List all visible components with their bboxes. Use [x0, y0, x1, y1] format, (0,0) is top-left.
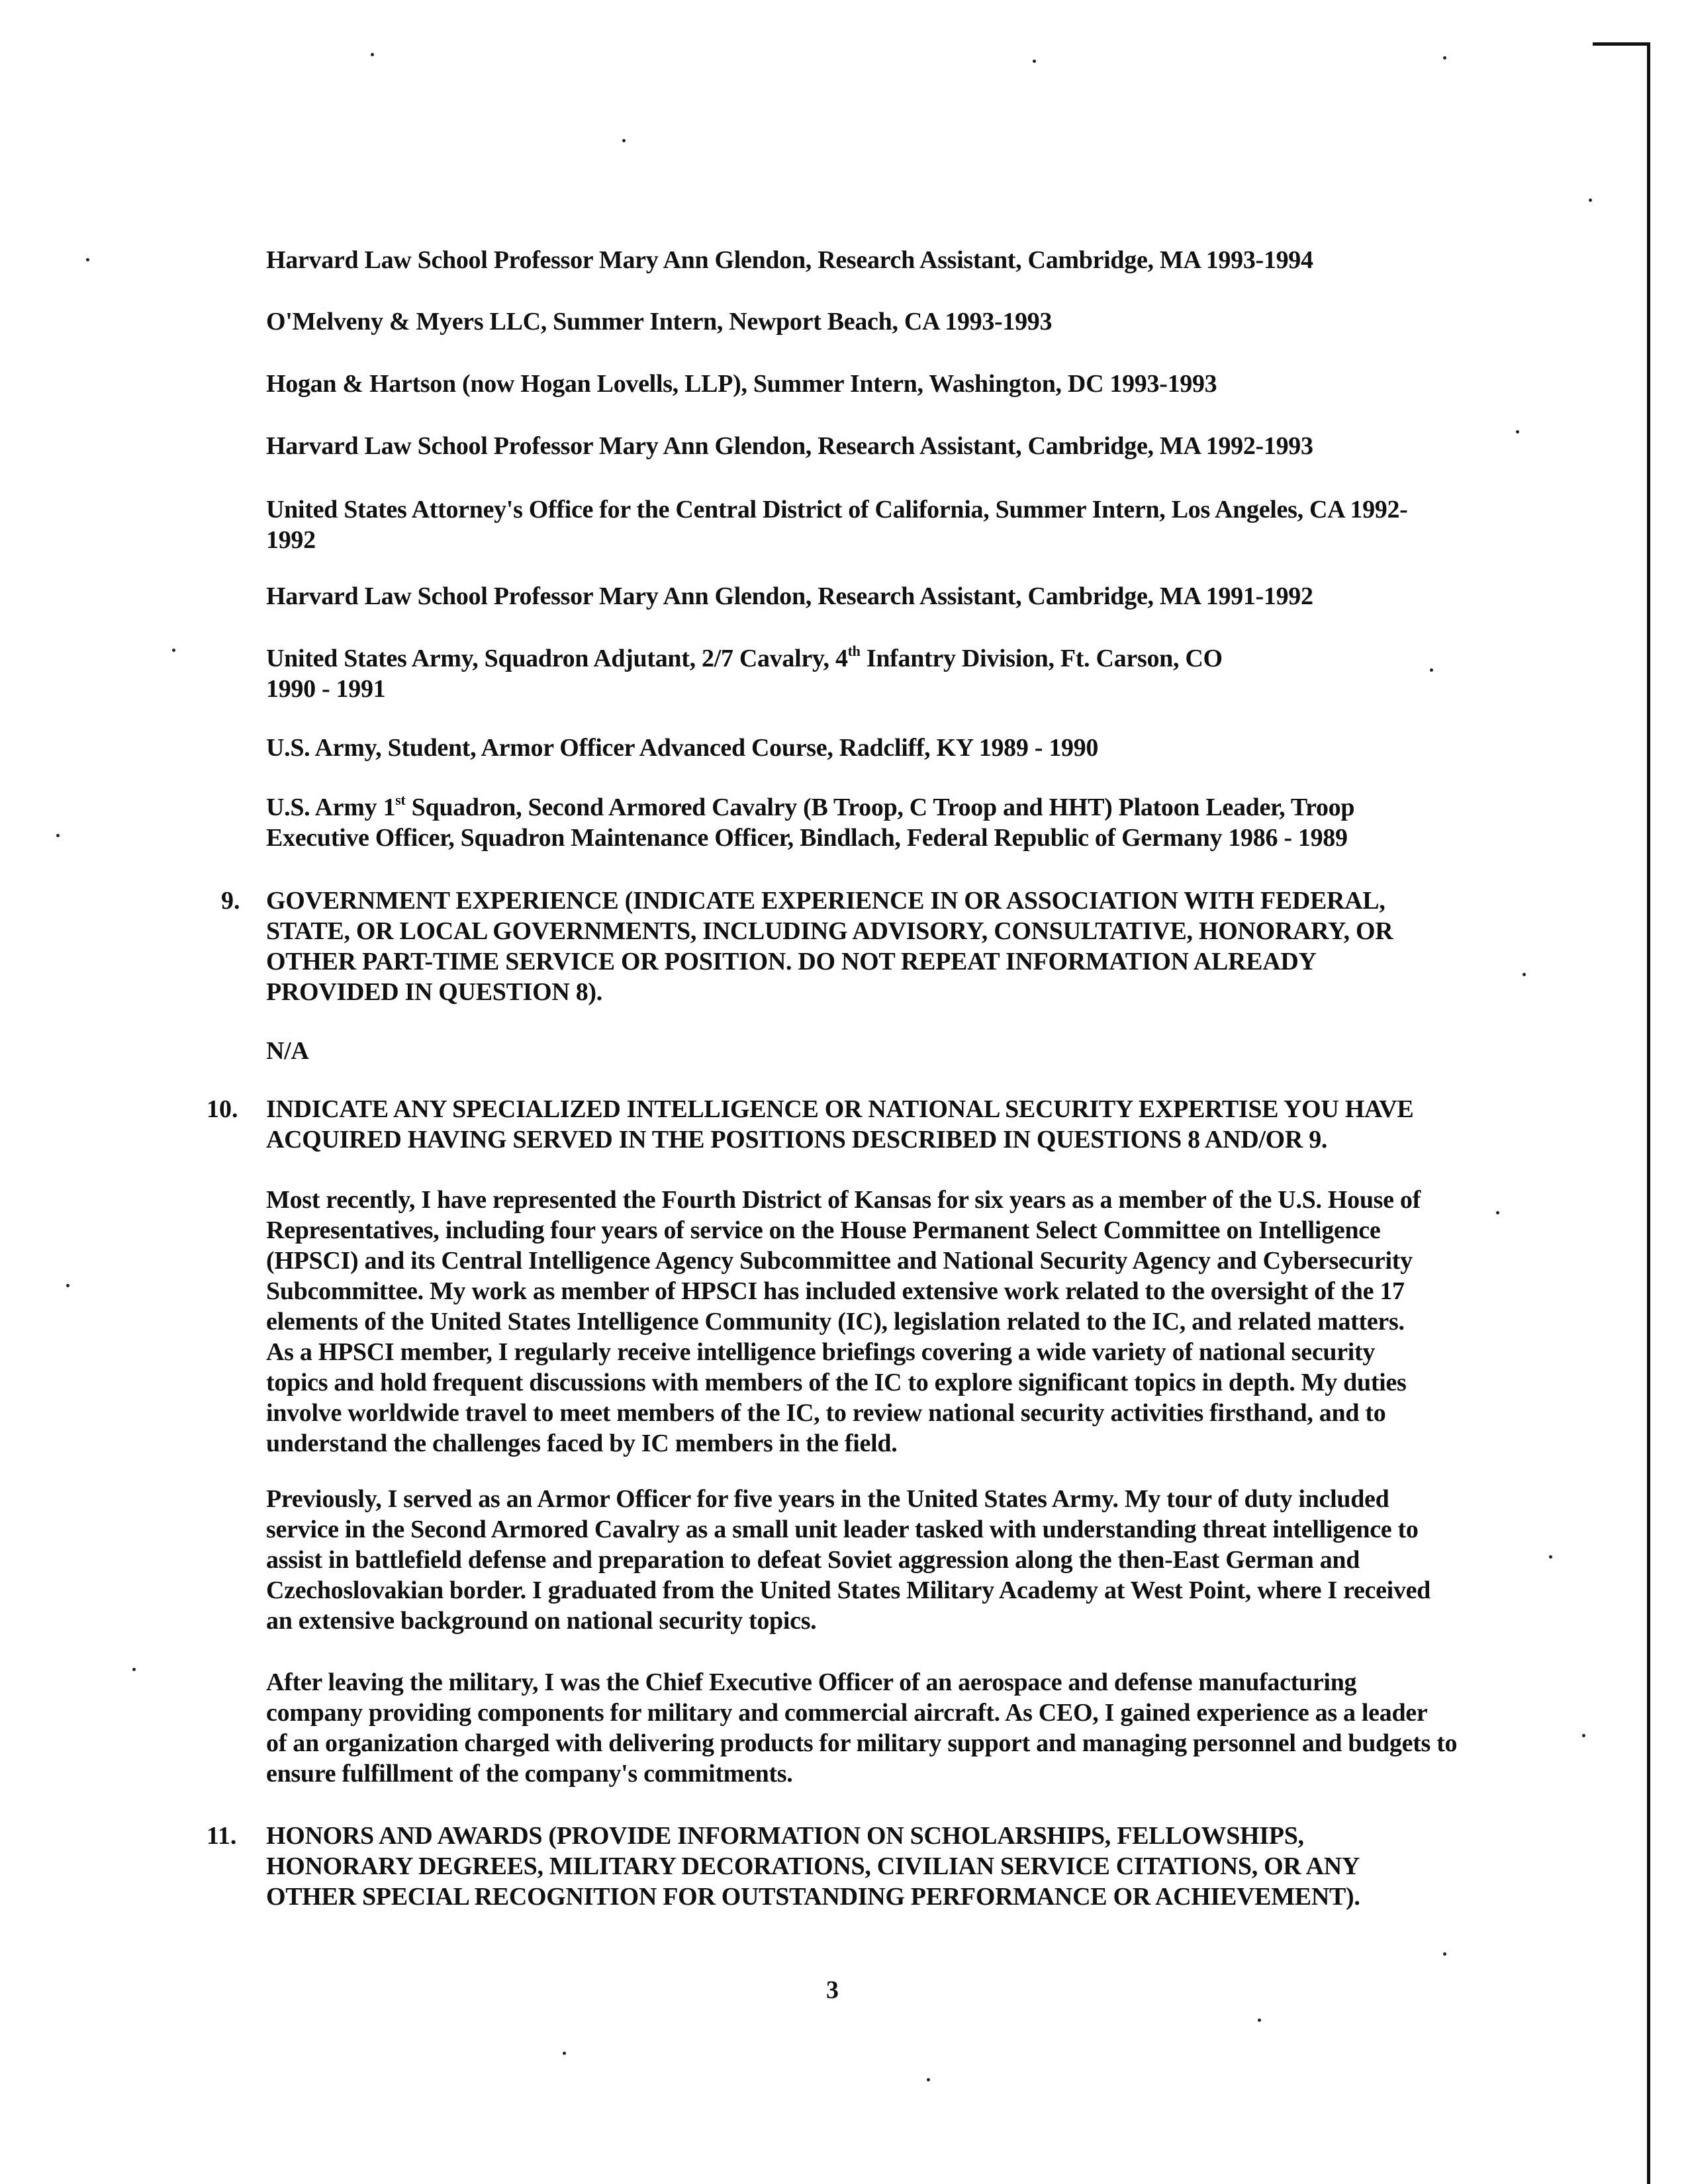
employment-entry — [266, 306, 1052, 337]
employment-entry — [266, 494, 1408, 555]
text-line: assist in battlefield defense and preparation to defeat Soviet aggression along the then-East German and — [266, 1546, 1360, 1574]
text-line: United States Attorney's Office for the Central District of California, Summer Intern, Los Angeles, CA 1992- — [266, 496, 1408, 523]
employment-entry — [266, 245, 1313, 275]
scan-speck — [172, 649, 175, 652]
scan-speck — [1443, 56, 1446, 60]
scan-speck — [1443, 1952, 1446, 1956]
scan-speck — [1523, 973, 1526, 976]
question-number: 10. — [207, 1095, 238, 1123]
text-line: Representatives, including four years of service on the House Permanent Select Committee on Intelligence — [266, 1216, 1381, 1244]
scan-speck — [1582, 1734, 1585, 1737]
text-line: (HPSCI) and its Central Intelligence Agency Subcommittee and National Security Agency and Cybersecurity — [266, 1247, 1413, 1275]
scan-speck — [132, 1668, 136, 1671]
scan-speck — [1496, 1211, 1499, 1214]
text-line: elements of the United States Intelligence Community (IC), legislation related to the IC, and related matters. — [266, 1308, 1405, 1336]
text-line: of an organization charged with delivering products for military support and managing personnel and budgets to — [266, 1729, 1458, 1757]
question-heading — [266, 1094, 1413, 1155]
text-line: Harvard Law School Professor Mary Ann Glendon, Research Assistant, Cambridge, MA 1991-1992 — [266, 582, 1313, 610]
question-number: 11. — [207, 1822, 237, 1850]
text-line: Harvard Law School Professor Mary Ann Glendon, Research Assistant, Cambridge, MA 1993-1994 — [266, 246, 1313, 274]
text-line: U.S. Army, Student, Armor Officer Advanced Course, Radcliff, KY 1989 - 1990 — [266, 734, 1099, 762]
question-number: 9. — [221, 887, 240, 915]
employment-entry — [266, 581, 1313, 612]
text-line: Previously, I served as an Armor Officer for five years in the United States Army. My tour of duty included — [266, 1485, 1389, 1513]
text-line: STATE, OR LOCAL GOVERNMENTS, INCLUDING ADVISORY, CONSULTATIVE, HONORARY, OR — [266, 917, 1393, 945]
scan-speck — [1549, 1555, 1552, 1559]
employment-entry — [266, 733, 1098, 763]
text-line: involve worldwide travel to meet members of the IC, to review national security activities firsthand, and to — [266, 1399, 1386, 1427]
ordinal-suffix: th — [847, 643, 861, 659]
text-line: ensure fulfillment of the company's commitments. — [266, 1760, 793, 1788]
text-line: Harvard Law School Professor Mary Ann Glendon, Research Assistant, Cambridge, MA 1992-1993 — [266, 432, 1313, 460]
scan-speck — [622, 139, 626, 142]
text-line: Most recently, I have represented the Fourth District of Kansas for six years as a member of the U.S. House of — [266, 1186, 1421, 1214]
scan-speck — [927, 2078, 930, 2081]
text-line: an extensive background on national security topics. — [266, 1607, 817, 1635]
scan-speck — [56, 834, 60, 837]
text-line: OTHER PART-TIME SERVICE OR POSITION. DO NOT REPEAT INFORMATION ALREADY — [266, 948, 1317, 976]
employment-entry — [266, 431, 1313, 461]
page-number: 3 — [826, 1976, 839, 2004]
text-line: 1990 - 1991 — [266, 675, 386, 703]
text-line: Executive Officer, Squadron Maintenance Officer, Bindlach, Federal Republic of Germany 1986 - 1989 — [266, 824, 1348, 852]
scan-speck — [1589, 199, 1592, 202]
question-heading — [266, 886, 1393, 1007]
scan-speck — [1033, 60, 1036, 63]
text-line: INDICATE ANY SPECIALIZED INTELLIGENCE OR NATIONAL SECURITY EXPERTISE YOU HAVE — [266, 1095, 1414, 1123]
text-line: company providing components for military and commercial aircraft. As CEO, I gained experience as a leader — [266, 1699, 1428, 1727]
text-line: After leaving the military, I was the Chief Executive Officer of an aerospace and defense manufacturing — [266, 1668, 1357, 1696]
text-line: As a HPSCI member, I regularly receive intelligence briefings covering a wide variety of national security — [266, 1338, 1376, 1366]
text-line: service in the Second Armored Cavalry as a small unit leader tasked with understanding threat intelligence to — [266, 1516, 1419, 1543]
scan-speck — [563, 2052, 566, 2055]
text-line: understand the challenges faced by IC members in the field. — [266, 1430, 898, 1457]
text-line: topics and hold frequent discussions with members of the IC to explore significant topics in depth. My duties — [266, 1369, 1407, 1396]
answer-paragraph — [266, 1185, 1421, 1459]
scan-speck — [371, 53, 374, 56]
answer-paragraph — [266, 1667, 1457, 1789]
ordinal-suffix: st — [395, 792, 406, 808]
employment-entry — [266, 792, 1354, 853]
employment-entry — [266, 643, 1223, 704]
text-line: OTHER SPECIAL RECOGNITION FOR OUTSTANDING PERFORMANCE OR ACHIEVEMENT). — [266, 1883, 1360, 1911]
text-line: ACQUIRED HAVING SERVED IN THE POSITIONS DESCRIBED IN QUESTIONS 8 AND/OR 9. — [266, 1126, 1328, 1154]
text-line: Subcommittee. My work as member of HPSCI has included extensive work related to the oversight of the 17 — [266, 1277, 1405, 1305]
question-heading — [266, 1821, 1360, 1912]
page-border-right — [1647, 42, 1650, 2184]
text-segment: Infantry Division, Ft. Carson, CO — [860, 645, 1223, 672]
answer-paragraph — [266, 1036, 309, 1066]
text-segment: U.S. Army 1 — [266, 794, 396, 821]
text-line: PROVIDED IN QUESTION 8). — [266, 978, 602, 1006]
scan-speck — [1258, 2019, 1261, 2022]
text-line: Czechoslovakian border. I graduated from the United States Military Academy at West Point, where I received — [266, 1576, 1431, 1604]
text-segment: United States Army, Squadron Adjutant, 2/7 Cavalry, 4 — [266, 645, 848, 672]
scan-speck — [66, 1284, 70, 1287]
scan-speck — [1430, 668, 1433, 672]
text-line: 1992 — [266, 526, 316, 554]
text-line: GOVERNMENT EXPERIENCE (INDICATE EXPERIENCE IN OR ASSOCIATION WITH FEDERAL, — [266, 887, 1385, 915]
text-line: N/A — [266, 1037, 309, 1065]
employment-entry — [266, 369, 1217, 399]
text-line — [266, 792, 1354, 823]
scan-speck — [1516, 430, 1519, 433]
text-line: HONORARY DEGREES, MILITARY DECORATIONS, CIVILIAN SERVICE CITATIONS, OR ANY — [266, 1852, 1360, 1880]
answer-paragraph — [266, 1484, 1430, 1636]
text-line: O'Melveny & Myers LLC, Summer Intern, Newport Beach, CA 1993-1993 — [266, 308, 1053, 336]
scan-speck — [86, 258, 89, 261]
text-line: Hogan & Hartson (now Hogan Lovells, LLP), Summer Intern, Washington, DC 1993-1993 — [266, 370, 1217, 398]
page-border-top — [1593, 42, 1650, 46]
text-line: HONORS AND AWARDS (PROVIDE INFORMATION ON SCHOLARSHIPS, FELLOWSHIPS, — [266, 1822, 1304, 1850]
text-segment: Squadron, Second Armored Cavalry (B Troop, C Troop and HHT) Platoon Leader, Troop — [405, 794, 1355, 821]
text-line — [266, 643, 1223, 674]
